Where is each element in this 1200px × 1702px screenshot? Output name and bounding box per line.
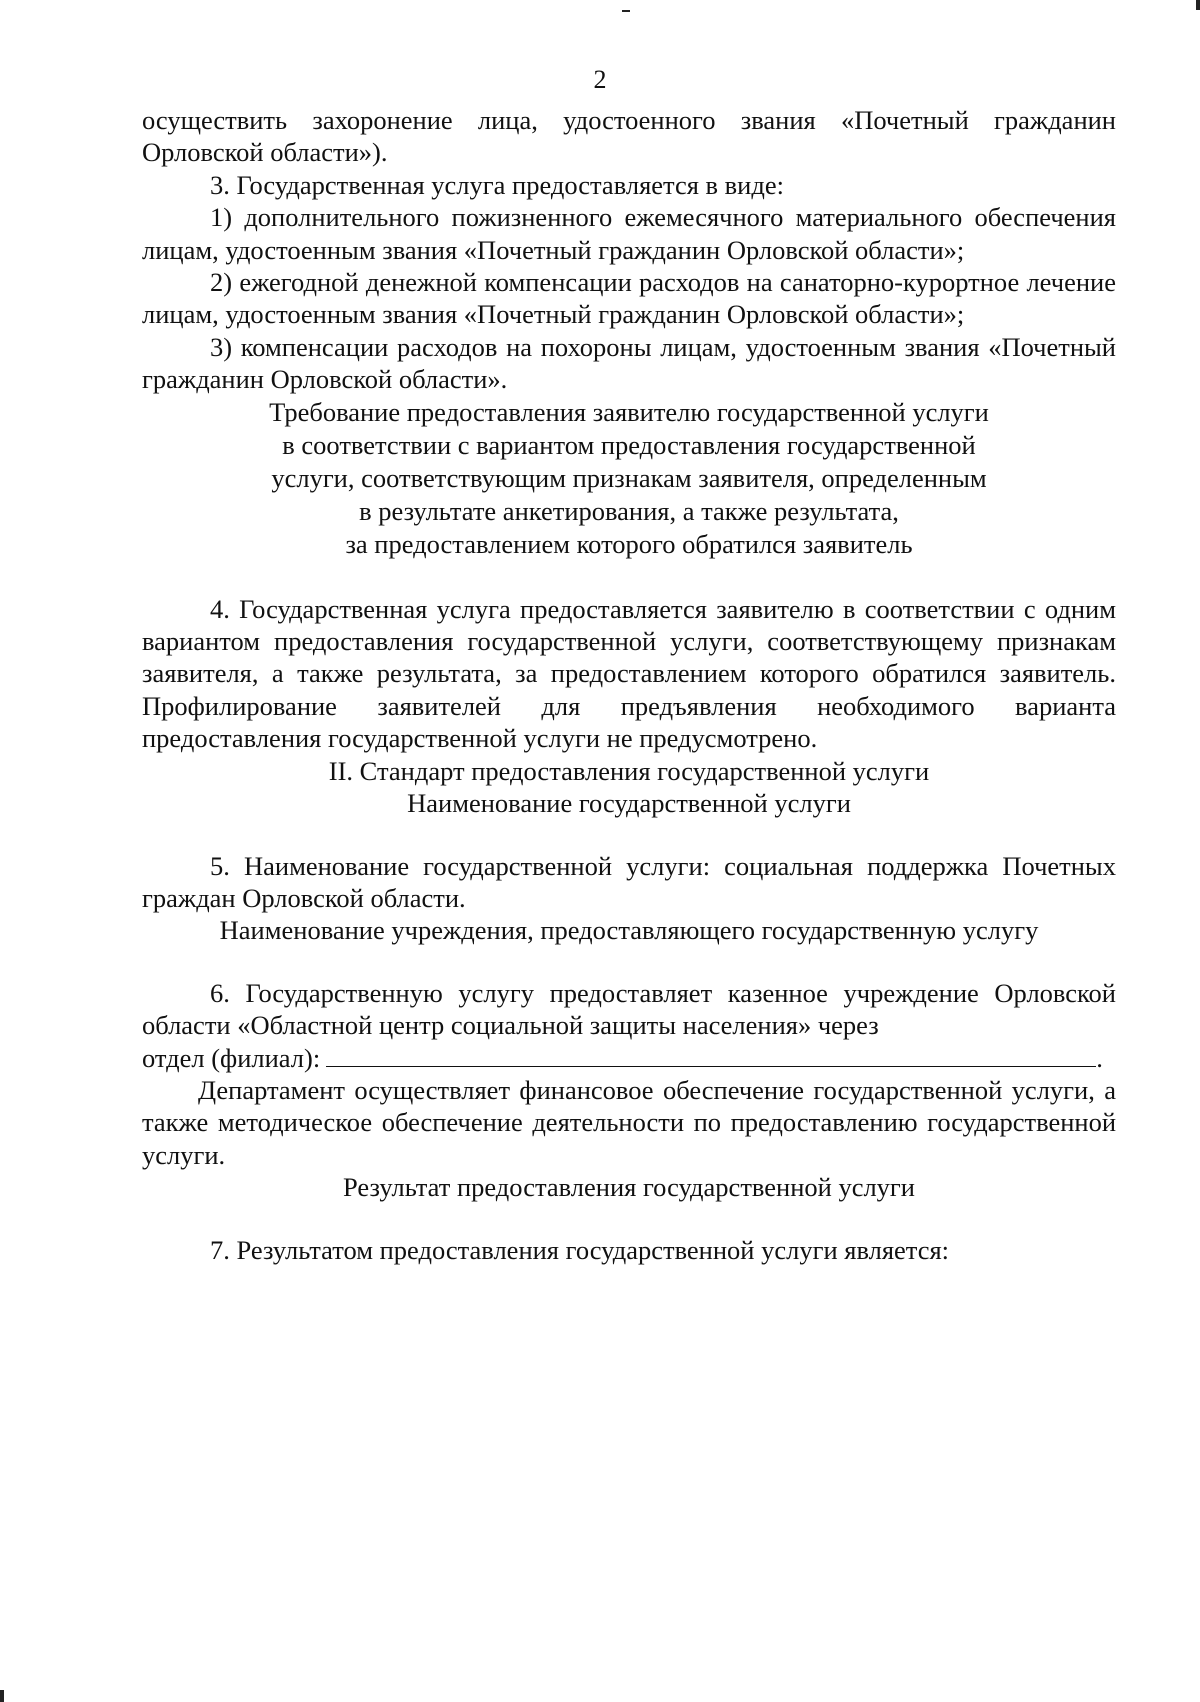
heading-institution: Наименование учреждения, предоставляющего государственную услугу (219, 915, 1039, 946)
heading-service-name: Наименование государственной услуги (407, 788, 851, 819)
branch-end-mark: . (1096, 1042, 1103, 1073)
scan-edge-mark (0, 1690, 4, 1702)
heading-requirement-line: в результате анкетирования, а также результата, (359, 495, 899, 526)
scan-speck (622, 10, 630, 12)
branch-blank-line (326, 1044, 1096, 1067)
scan-edge-mark (1196, 0, 1200, 10)
heading-result: Результат предоставления государственной услуги (343, 1172, 915, 1203)
paragraph-6-tail (142, 1042, 1116, 1074)
paragraph-3: 3. Государственная услуга предоставляется в виде: (210, 169, 784, 200)
paragraph-4: 4. Государственная услуга предоставляется заявителю в соответствии с одним вариантом предоставления государственной услуги, соответствующему признакам заявителя, а также результата, за предоставлением которого обратился заявитель. Профилирование заявителей для предъявления необходимого варианта предоставления государственной услуги не предусмотрено. (142, 593, 1116, 754)
heading-section-2: II. Стандарт предоставления государственной услуги (328, 755, 930, 786)
heading-requirement (142, 396, 1116, 561)
paragraph-intro: осуществить захоронение лица, удостоенного звания «Почетный гражданин Орловской области»). (142, 105, 1116, 168)
branch-label: отдел (филиал): (142, 1042, 321, 1073)
heading-requirement-line: Требование предоставления заявителю государственной услуги (269, 396, 989, 427)
heading-requirement-line: услуги, соответствующим признакам заявителя, определенным (271, 462, 987, 493)
paragraph-3-item-2: 2) ежегодной денежной компенсации расходов на санаторно-курортное лечение лицам, удостоенным звания «Почетный гражданин Орловской области»; (142, 267, 1116, 330)
paragraph-3-item-3: 3) компенсации расходов на похороны лицам, удостоенным звания «Почетный гражданин Орловской области». (142, 331, 1116, 395)
paragraph-department: Департамент осуществляет финансовое обеспечение государственной услуги, а также методическое обеспечение деятельности по предоставлению государственной услуги. (142, 1074, 1116, 1170)
paragraph-7: 7. Результатом предоставления государственной услуги является: (210, 1234, 950, 1265)
paragraph-6: 6. Государственную услугу предоставляет казенное учреждение Орловской области «Областной центр социальной защиты населения» через (142, 977, 1116, 1041)
heading-requirement-line: в соответствии с вариантом предоставления государственной (282, 429, 976, 460)
paragraph-3-item-1: 1) дополнительного пожизненного ежемесячного материального обеспечения лицам, удостоенным звания «Почетный гражданин Орловской области»; (142, 202, 1116, 265)
document-body (142, 104, 1116, 1266)
heading-requirement-line: за предоставлением которого обратился заявитель (345, 528, 913, 559)
page-number: 2 (593, 65, 607, 94)
paragraph-5: 5. Наименование государственной услуги: социальная поддержка Почетных граждан Орловской области. (142, 850, 1116, 913)
